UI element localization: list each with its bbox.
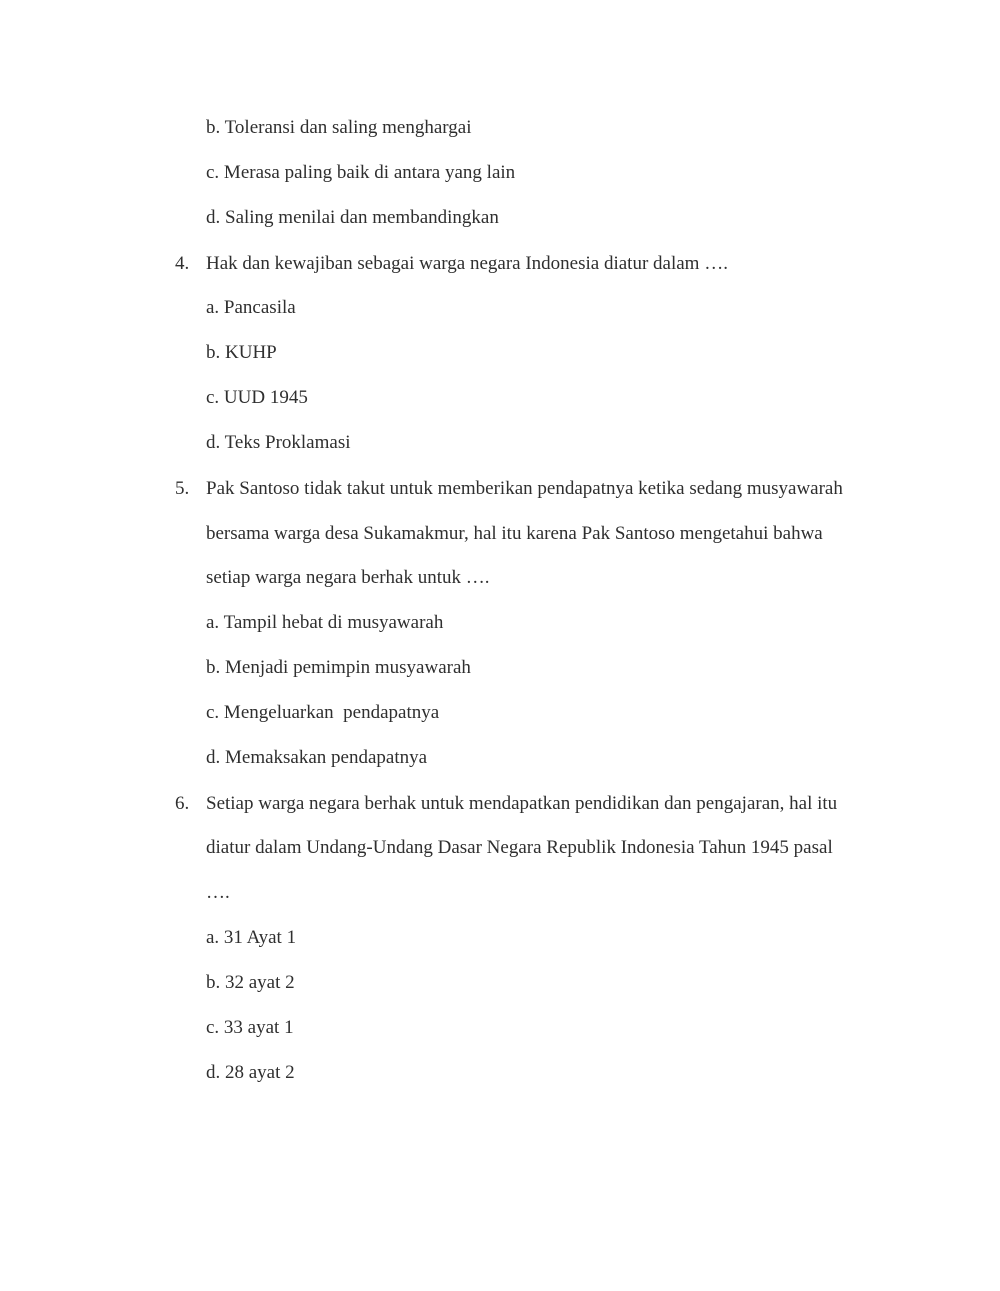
q3-option-d: d. Saling menilai dan membandingkan (206, 207, 499, 228)
q5-text-line-1: Pak Santoso tidak takut untuk memberikan pendapatnya ketika sedang musyawarah (206, 478, 843, 499)
q6-option-a: a. 31 Ayat 1 (206, 927, 297, 948)
q5-text-line-2: bersama warga desa Sukamakmur, hal itu karena Pak Santoso mengetahui bahwa (206, 523, 823, 544)
q4-text-line-1: Hak dan kewajiban sebagai warga negara Indonesia diatur dalam …. (206, 253, 728, 274)
q5-option-a: a. Tampil hebat di musyawarah (206, 612, 444, 633)
q3-option-c: c. Merasa paling baik di antara yang lain (206, 162, 516, 183)
q6-text-line-1: Setiap warga negara berhak untuk mendapatkan pendidikan dan pengajaran, hal itu (206, 793, 838, 814)
q5-text-line-3: setiap warga negara berhak untuk …. (206, 567, 490, 588)
q5-option-b: b. Menjadi pemimpin musyawarah (206, 657, 471, 678)
q6-option-b: b. 32 ayat 2 (206, 972, 295, 993)
q6-option-d: d. 28 ayat 2 (206, 1062, 295, 1083)
q6-text-line-3: …. (206, 882, 230, 903)
q4-number: 4. (175, 253, 190, 274)
q5-option-c: c. Mengeluarkan pendapatnya (206, 702, 440, 723)
q5-option-d: d. Memaksakan pendapatnya (206, 747, 428, 768)
q3-option-b: b. Toleransi dan saling menghargai (206, 117, 472, 138)
q6-number: 6. (175, 793, 190, 814)
q5-number: 5. (175, 478, 190, 499)
q4-option-c: c. UUD 1945 (206, 387, 308, 408)
q6-option-c: c. 33 ayat 1 (206, 1017, 294, 1038)
q4-option-d: d. Teks Proklamasi (206, 432, 351, 453)
q6-text-line-2: diatur dalam Undang-Undang Dasar Negara Republik Indonesia Tahun 1945 pasal (206, 837, 833, 858)
q4-option-a: a. Pancasila (206, 297, 296, 318)
q4-option-b: b. KUHP (206, 342, 277, 363)
